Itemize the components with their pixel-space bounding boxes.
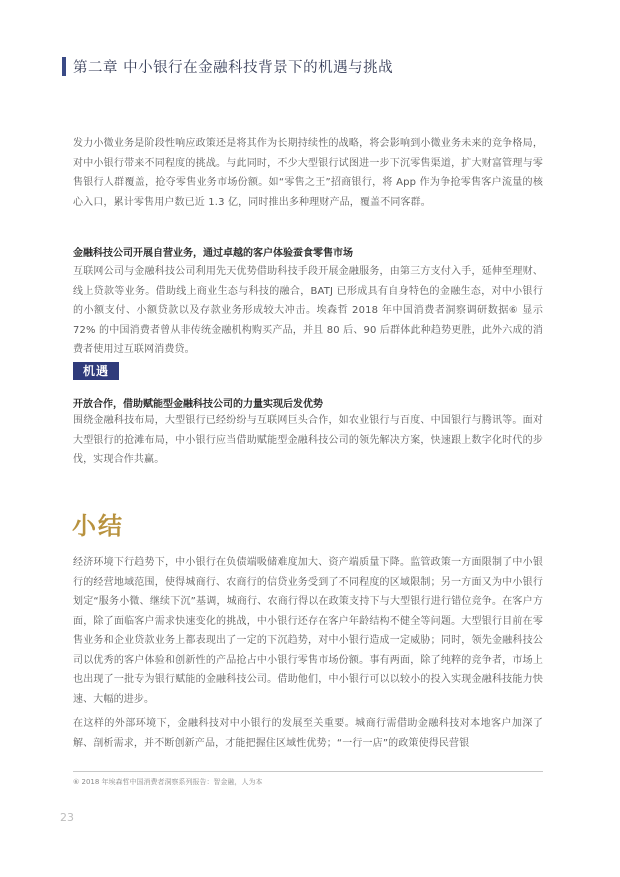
paragraph-external-environment: 在这样的外部环境下，金融科技对中小银行的发展至关重要。城商行需借助金融科技对本地客户加深了解、剖析需求，并不断创新产品，才能把握住区域性优势；“一行一店”的政策使得民营银 <box>73 718 543 749</box>
summary-title: 小结 <box>72 512 124 540</box>
paragraph-fintech-impact: 互联网公司与金融科技公司利用先天优势借助科技手段开展金融服务，由第三方支付入手，延伸至理财、线上贷款等业务。借助线上商业生态与科技的融合，BATJ 已形成具有自身特色的金融生态，对中小银行的小额支付、小额贷款以及存款业务形成较大冲击。埃森哲 2018 年中国消费者洞察调研数据⑥ 显示 72% 的中国消费者曾从非传统金融机构购买产品，并且 80 后、90 后群体此种趋势更胜，此外六成的消费者使用过互联网消费贷。 <box>73 266 543 355</box>
paragraph-retail-competition: 发力小微业务是阶段性响应政策还是将其作为长期持续性的战略，将会影响到小微业务未来的竞争格局，对中小银行带来不同程度的挑战。与此同时，不少大型银行试图进一步下沉零售渠道，扩大财富管理与零售银行人群覆盖，抢夺零售业务市场份额。如“零售之王”招商银行，将 App 作为争抢零售客户流量的核心入口，累计零售用户数已近 1.3 亿，同时推出多种理财产品，覆盖不同客群。 <box>73 138 543 208</box>
opportunity-heading: 开放合作，借助赋能型金融科技公司的力量实现后发优势 <box>73 399 323 410</box>
footnote: ⑥ 2018 年埃森哲中国消费者洞察系列报告：智金融，人为本 <box>73 778 263 786</box>
chapter-title: 第二章 中小银行在金融科技背景下的机遇与挑战 <box>73 60 394 76</box>
fintech-heading: 金融科技公司开展自营业务，通过卓越的客户体验蚕食零售市场 <box>73 248 353 259</box>
paragraph-summary: 经济环境下行趋势下，中小银行在负债端吸储难度加大、资产端质量下降。监管政策一方面限制了中小银行的经营地域范围，使得城商行、农商行的信贷业务受到了不同程度的区域限制；另一方面又为中小银行划定“服务小微、继续下沉”基调，城商行、农商行得以在政策支持下与大型银行进行错位竞争。在客户方面，除了面临客户需求快速变化的挑战，中小银行还存在客户年龄结构不健全等问题。大型银行目前在零售业务和企业贷款业务上都表现出了一定的下沉趋势，对中小银行造成一定威胁；同时，领先金融科技公司以优秀的客户体验和创新性的产品抢占中小银行零售市场份额。事有两面，除了纯粹的竞争者，市场上也出现了一批专为银行赋能的金融科技公司。借助他们，中小银行可以以较小的投入实现金融科技能力快速、大幅的进步。 <box>73 557 543 705</box>
opportunity-tag: 机遇 <box>73 362 119 380</box>
chapter-accent-bar <box>62 57 66 76</box>
footnote-divider <box>73 771 543 772</box>
paragraph-open-cooperation: 围绕金融科技布局，大型银行已经纷纷与互联网巨头合作，如农业银行与百度、中国银行与腾讯等。面对大型银行的抢滩布局，中小银行应当借助赋能型金融科技公司的领先解决方案，快速跟上数字化时代的步伐，实现合作共赢。 <box>73 415 543 465</box>
page-number: 23 <box>60 811 74 824</box>
